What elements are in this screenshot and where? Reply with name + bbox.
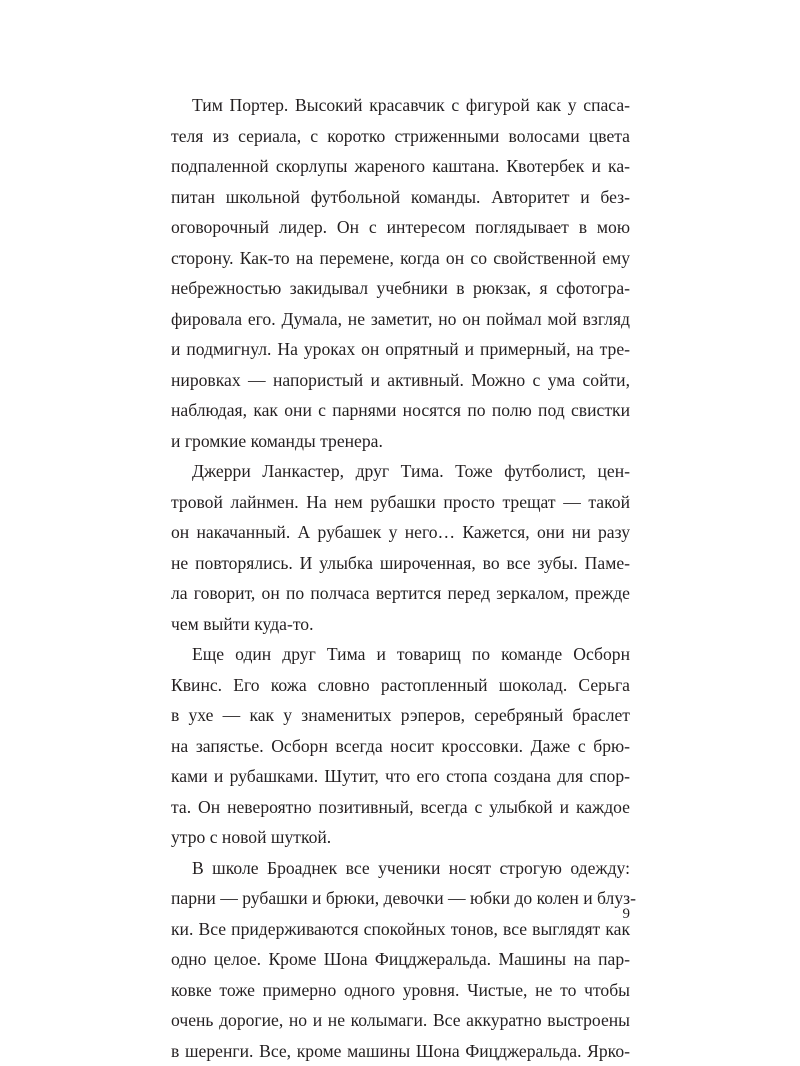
text-line: оговорочный лидер. Он с интересом поглядывает в мою: [171, 212, 630, 243]
text-line: подпаленной скорлупы жареного каштана. Квотербек и ка-: [171, 151, 630, 182]
text-line: ла говорит, он по полчаса вертится перед зеркалом, прежде: [171, 578, 630, 609]
text-line: ковке тоже примерно одного уровня. Чистые, не то чтобы: [171, 975, 630, 1006]
text-line: он накачанный. А рубашек у него… Кажется, они ни разу: [171, 517, 630, 548]
text-line: та. Он невероятно позитивный, всегда с улыбкой и каждое: [171, 792, 630, 823]
text-line: фировала его. Думала, не заметит, но он поймал мой взгляд: [171, 304, 630, 335]
text-line: парни — рубашки и брюки, девочки — юбки до колен и блуз-: [171, 883, 630, 914]
text-line: сторону. Как-то на перемене, когда он со свойственной ему: [171, 243, 630, 274]
text-line: и громкие команды тренера.: [171, 426, 630, 457]
text-line: ки. Все придерживаются спокойных тонов, все выглядят как: [171, 914, 630, 945]
text-line: Квинс. Его кожа словно растопленный шоколад. Серьга: [171, 670, 630, 701]
text-line: в ухе — как у знаменитых рэперов, серебряный браслет: [171, 700, 630, 731]
text-line: питан школьной футбольной команды. Авторитет и без-: [171, 182, 630, 213]
text-line: Тим Портер. Высокий красавчик с фигурой как у спаса-: [171, 90, 630, 121]
text-line: на запястье. Осборн всегда носит кроссовки. Даже с брю-: [171, 731, 630, 762]
body-text: [171, 90, 630, 1066]
text-line: Еще один друг Тима и товарищ по команде Осборн: [171, 639, 630, 670]
text-line: нировках — напористый и активный. Можно с ума сойти,: [171, 365, 630, 396]
text-line: чем выйти куда-то.: [171, 609, 630, 640]
page-number: 9: [600, 904, 630, 924]
text-line: наблюдая, как они с парнями носятся по полю под свистки: [171, 395, 630, 426]
text-line: и подмигнул. На уроках он опрятный и примерный, на тре-: [171, 334, 630, 365]
text-line: теля из сериала, с коротко стриженными волосами цвета: [171, 121, 630, 152]
text-line: Джерри Ланкастер, друг Тима. Тоже футболист, цен-: [171, 456, 630, 487]
text-line: ками и рубашками. Шутит, что его стопа создана для спор-: [171, 761, 630, 792]
text-line: небрежностью закидывал учебники в рюкзак, я сфотогра-: [171, 273, 630, 304]
text-line: не повторялись. И улыбка широченная, во все зубы. Паме-: [171, 548, 630, 579]
text-line: в шеренги. Все, кроме машины Шона Фицджеральда. Ярко-: [171, 1036, 630, 1066]
text-line: очень дорогие, но и не колымаги. Все аккуратно выстроены: [171, 1005, 630, 1036]
text-line: В школе Броаднек все ученики носят строгую одежду:: [171, 853, 630, 884]
text-line: одно целое. Кроме Шона Фицджеральда. Машины на пар-: [171, 944, 630, 975]
text-line: утро с новой шуткой.: [171, 822, 630, 853]
text-line: тровой лайнмен. На нем рубашки просто трещат — такой: [171, 487, 630, 518]
